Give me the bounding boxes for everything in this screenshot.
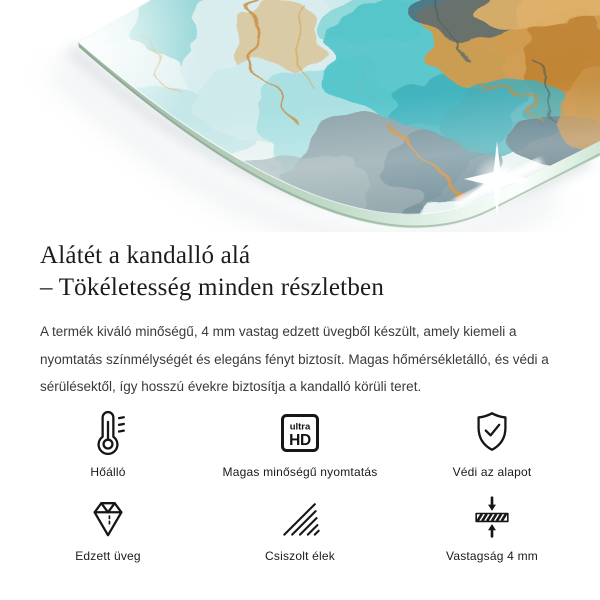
title-line2: – Tökéletesség minden részletben (40, 274, 385, 301)
feature-label: Hőálló (90, 464, 126, 479)
feature-label: Védi az alapot (452, 464, 532, 479)
feature-protects-base (396, 407, 588, 479)
product-image (0, 0, 600, 232)
feature-label: Edzett üveg (75, 548, 141, 563)
feature-print-quality (204, 407, 396, 479)
diamond-icon (84, 491, 132, 539)
polished-edges-icon (278, 491, 322, 539)
feature-label: Vastagság 4 mm (446, 548, 538, 563)
section-title (40, 240, 560, 304)
features-grid (12, 407, 588, 563)
feature-tempered-glass (12, 491, 204, 563)
hd-label: HD (289, 431, 311, 449)
feature-polished-edges (204, 491, 396, 563)
product-description: A termék kiváló minőségű, 4 mm vastag edzett üvegből készült, amely kiemeli a nyomtatás színmélységét és elegáns fényt biztosít. Magas hőmérsékletálló, és védi a sérülésektől, így hosszú évekre biztosítja a kandalló körüli teret. (40, 324, 549, 394)
title-line1: Alátét a kandalló alá (40, 242, 251, 269)
glass-panel-photo (0, 0, 600, 232)
feature-thickness (396, 491, 588, 563)
feature-label: Magas minőségű nyomtatás (222, 464, 378, 479)
feature-heat-resistant (12, 407, 204, 479)
ultra-label: ultra (289, 421, 311, 432)
thickness-arrows-icon (469, 491, 515, 539)
thermometer-icon (88, 407, 128, 455)
shield-check-icon (470, 407, 514, 455)
ultra-hd-icon (278, 407, 322, 455)
feature-label: Csiszolt élek (265, 548, 335, 563)
